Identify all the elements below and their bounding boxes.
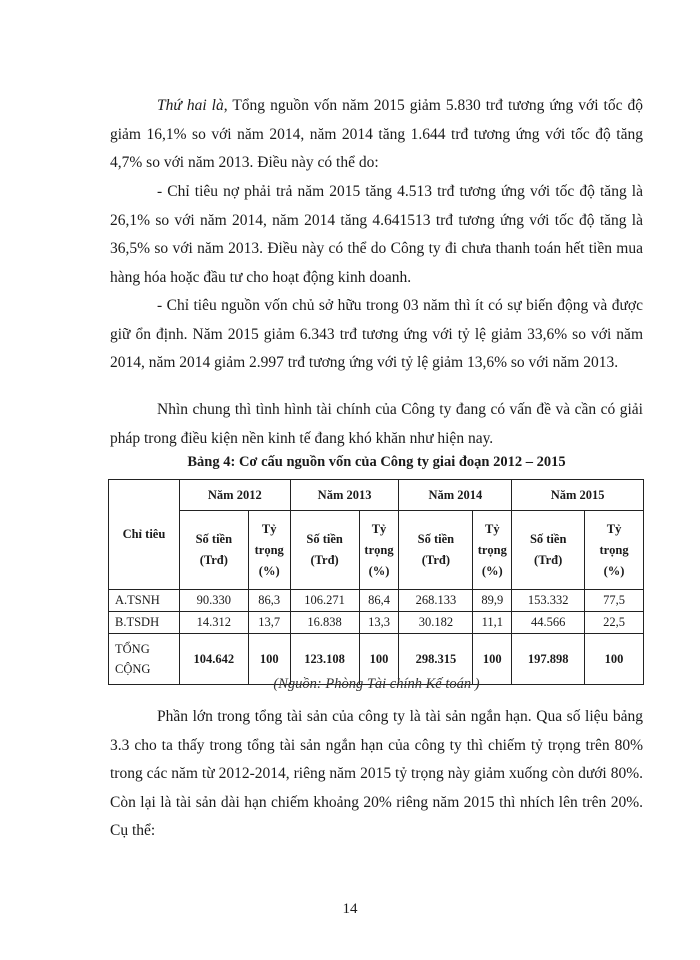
table-caption: Bảng 4: Cơ cấu nguồn vốn của Công ty giai đoạn 2012 – 2015	[187, 454, 566, 470]
capital-structure-table	[108, 479, 644, 685]
paragraph-liabilities: - Chỉ tiêu nợ phải trả năm 2015 tăng 4.513 trđ tương ứng với tốc độ tăng là 26,1% so với năm 2014, năm 2014 tăng 4.641513 trđ tương ứng với tốc độ tăng là 36,5% so với năm 2013. Điều này có thể do Công ty đi chưa thanh toán hết tiền mua hàng hóa hoặc đầu tư cho hoạt động kinh doanh.	[110, 183, 643, 286]
corner-header: Chỉ tiêu	[109, 480, 180, 590]
table-cell: 153.332	[512, 590, 585, 612]
paragraph-summary: Nhìn chung thì tình hình tài chính của Công ty đang có vấn đề và cần có giải pháp trong điều kiện nền kinh tế đang khó khăn như hiện nay.	[110, 401, 643, 447]
table-cell: 14.312	[179, 612, 248, 634]
table-cell: 16.838	[290, 612, 359, 634]
table-cell: 298.315	[399, 634, 473, 685]
table-cell: 13,3	[359, 612, 399, 634]
amount-header: Số tiền (Trđ)	[399, 511, 473, 590]
paragraph-total-capital	[110, 92, 643, 178]
ratio-header: Tỷ trọng (%)	[248, 511, 290, 590]
paragraph-assets: Phần lớn trong tổng tài sản của công ty là tài sản ngắn hạn. Qua số liệu bảng 3.3 cho ta thấy trong tổng tài sản ngắn hạn của công ty thì chiếm tỷ trọng trên 80% trong các năm từ 2012-2014, riêng năm 2015 tỷ trọng này giảm xuống còn dưới 80%. Còn lại là tài sản dài hạn chiếm khoảng 20% riêng năm 2015 thì nhích lên trên 20%. Cụ thể:	[110, 708, 643, 840]
table-source: (Nguồn: Phòng Tài chính Kế toán )	[273, 676, 480, 692]
year-header: Năm 2014	[399, 480, 512, 511]
table-cell: 268.133	[399, 590, 473, 612]
table-cell: 77,5	[585, 590, 644, 612]
table-cell: 197.898	[512, 634, 585, 685]
year-header: Năm 2015	[512, 480, 644, 511]
amount-header: Số tiền (Trđ)	[290, 511, 359, 590]
page-number: 14	[342, 901, 358, 917]
table-cell: 104.642	[179, 634, 248, 685]
amount-header: Số tiền (Trđ)	[179, 511, 248, 590]
table-cell: 100	[473, 634, 512, 685]
table-cell: 100	[359, 634, 399, 685]
row-label: A.TSNH	[109, 590, 180, 612]
table-row	[109, 612, 644, 634]
ratio-header: Tỷ trọng (%)	[585, 511, 644, 590]
amount-header: Số tiền (Trđ)	[512, 511, 585, 590]
table-cell: 90.330	[179, 590, 248, 612]
ratio-header: Tỷ trọng (%)	[359, 511, 399, 590]
table-cell: 106.271	[290, 590, 359, 612]
table-cell: 86,4	[359, 590, 399, 612]
year-header: Năm 2013	[290, 480, 399, 511]
ratio-header: Tỷ trọng (%)	[473, 511, 512, 590]
paragraph-text: , Tổng nguồn vốn năm 2015 giảm 5.830 trđ tương ứng với tốc độ giảm 16,1% so với năm 2014, năm 2014 tăng 1.644 trđ tương ứng với tốc độ tăng 4,7% so với năm 2013. Điều này có thể do:	[110, 97, 643, 172]
table-cell: 44.566	[512, 612, 585, 634]
table-cell: 13,7	[248, 612, 290, 634]
table-cell: 86,3	[248, 590, 290, 612]
total-label: TỔNG CỘNG	[109, 634, 180, 685]
table-cell: 11,1	[473, 612, 512, 634]
row-label: B.TSDH	[109, 612, 180, 634]
table-cell: 100	[248, 634, 290, 685]
table-row	[109, 590, 644, 612]
paragraph-lead-italic: Thứ hai là	[157, 97, 224, 114]
table-cell: 22,5	[585, 612, 644, 634]
year-header: Năm 2012	[179, 480, 290, 511]
paragraph-equity: - Chỉ tiêu nguồn vốn chủ sở hữu trong 03 năm thì ít có sự biến động và được giữ ổn định. Năm 2015 giảm 6.343 trđ tương ứng với tỷ lệ giảm 33,6% so với năm 2014, năm 2014 giảm 2.997 trđ tương ứng với tỷ lệ giảm 13,6% so với năm 2013.	[110, 297, 643, 372]
table-cell: 89,9	[473, 590, 512, 612]
table-cell: 123.108	[290, 634, 359, 685]
table-cell: 30.182	[399, 612, 473, 634]
table-cell: 100	[585, 634, 644, 685]
